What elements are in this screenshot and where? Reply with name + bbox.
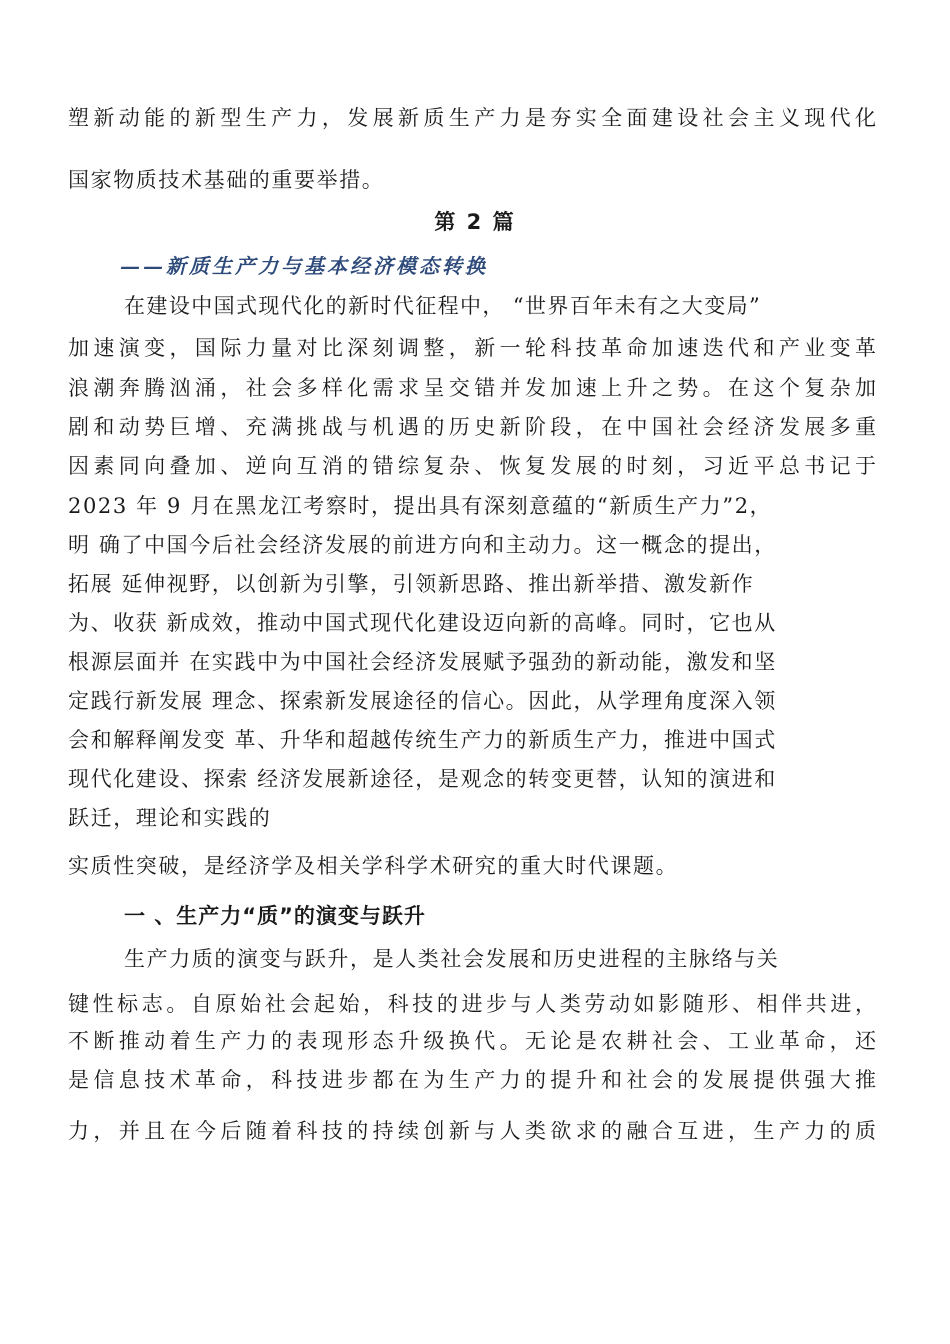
paragraph2-line-5: 力，并且在今后随着科技的持续创新与人类欲求的融合互进，生产力的质 (68, 1119, 876, 1143)
article-title: 第 2 篇 (434, 210, 516, 234)
paragraph1-line-15: 实质性突破，是经济学及相关学科学术研究的重大时代课题。 (68, 854, 679, 878)
paragraph1-line-8: 拓展 延伸视野，以创新为引擎，引领新思路、推出新举措、激发新作 (68, 572, 755, 596)
paragraph2-line-2: 键性标志。自原始社会起始，科技的进步与人类劳动如影随形、相伴共进， (68, 992, 876, 1016)
paragraph1-line-4: 剧和动势巨增、充满挑战与机遇的历史新阶段，在中国社会经济发展多重 (68, 415, 876, 439)
paragraph2-line-4: 是信息技术革命，科技进步都在为生产力的提升和社会的发展提供强大推 (68, 1068, 876, 1092)
paragraph1-line-12: 会和解释阐发变 革、升华和超越传统生产力的新质生产力，推进中国式 (68, 728, 777, 752)
carryover-line-1: 塑新动能的新型生产力，发展新质生产力是夯实全面建设社会主义现代化 (68, 106, 876, 130)
paragraph2-line-1: 生产力质的演变与跃升，是人类社会发展和历史进程的主脉络与关 (124, 947, 780, 971)
paragraph1-line-9: 为、收获 新成效，推动中国式现代化建设迈向新的高峰。同时，它也从 (68, 611, 777, 635)
paragraph1-line-11: 定践行新发展 理念、探索新发展途径的信心。因此，从学理角度深入领 (68, 689, 777, 713)
paragraph2-line-3: 不断推动着生产力的表现形态升级换代。无论是农耕社会、工业革命，还 (68, 1029, 876, 1053)
paragraph1-line-7: 明 确了中国今后社会经济发展的前进方向和主动力。这一概念的提出， (68, 533, 777, 557)
paragraph1-line-10: 根源层面并 在实践中为中国社会经济发展赋予强劲的新动能，激发和坚 (68, 650, 777, 674)
paragraph1-line-14: 跃迁，理论和实践的 (68, 806, 272, 830)
carryover-line-2: 国家物质技术基础的重要举措。 (68, 168, 385, 192)
paragraph1-line-6: 2023 年 9 月在黑龙江考察时，提出具有深刻意蕴的“新质生产力”2， (68, 494, 773, 518)
article-subtitle: ——新质生产力与基本经济模态转换 (120, 254, 488, 278)
paragraph1-line-5: 因素同向叠加、逆向互消的错综复杂、恢复发展的时刻，习近平总书记于 (68, 454, 876, 478)
paragraph1-line-1: 在建设中国式现代化的新时代征程中， “世界百年未有之大变局” (124, 294, 762, 318)
paragraph1-line-2: 加速演变，国际力量对比深刻调整，新一轮科技革命加速迭代和产业变革 (68, 336, 876, 360)
paragraph1-line-3: 浪潮奔腾汹涌，社会多样化需求呈交错并发加速上升之势。在这个复杂加 (68, 376, 876, 400)
section-heading: 一 、生产力“质”的演变与跃升 (124, 904, 426, 928)
paragraph1-line-13: 现代化建设、探索 经济发展新途径，是观念的转变更替，认知的演进和 (68, 767, 777, 791)
